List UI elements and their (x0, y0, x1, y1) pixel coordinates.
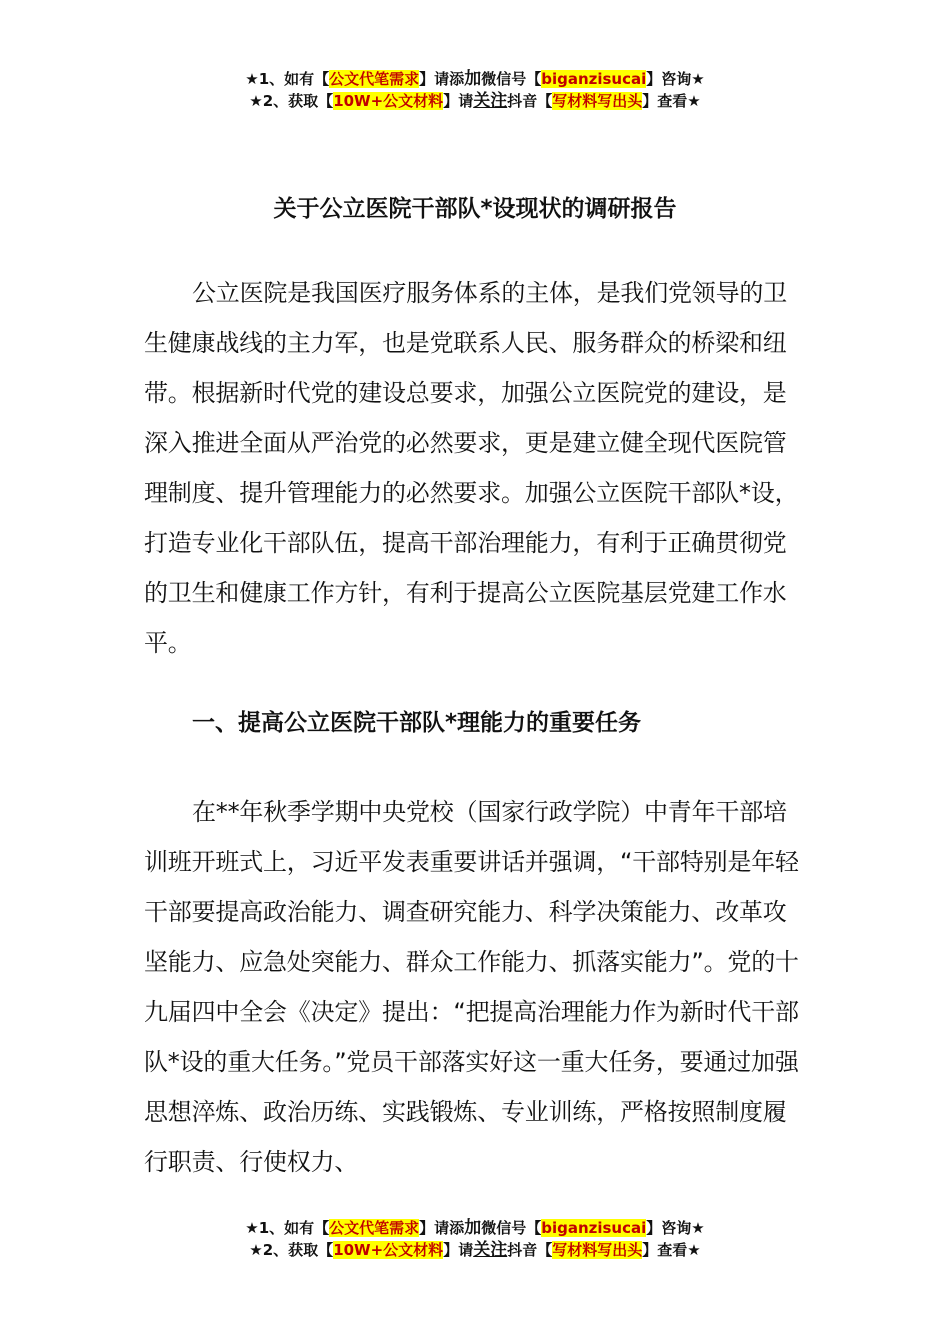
promo-emphasis: 关注 (473, 91, 508, 111)
promo-line-2 (0, 90, 950, 112)
promo-text: 微信号【 (481, 1219, 542, 1237)
promo-emphasis: 加 (464, 1218, 482, 1238)
promo-text: ★2、获取【 (249, 92, 334, 110)
promo-text: 】请 (443, 92, 474, 110)
promo-highlight: 写材料写出头 (552, 92, 643, 110)
promo-line-1 (0, 1217, 950, 1239)
promo-text: 】查看★ (642, 92, 701, 110)
promo-highlight: biganzisucai (541, 70, 647, 88)
promo-highlight: 写材料写出头 (552, 1241, 643, 1259)
promo-text: 】咨询★ (646, 70, 705, 88)
promo-text: ★1、如有【 (245, 1219, 330, 1237)
promo-highlight: biganzisucai (541, 1219, 647, 1237)
promo-text: 】请 (443, 1241, 474, 1259)
promo-highlight: 10W+公文材料 (333, 92, 444, 110)
promo-text: 抖音【 (507, 1241, 553, 1259)
promo-line-1 (0, 68, 950, 90)
body-paragraph: 在**年秋季学期中央党校（国家行政学院）中青年干部培训班开班式上，习近平发表重要讲话并强调，“干部特别是年轻干部要提高政治能力、调查研究能力、科学决策能力、改革攻坚能力、应急处突能力、群众工作能力、抓落实能力”。党的十九届四中全会《决定》提出：“把提高治理能力作为新时代干部队*设的重大任务。”党员干部落实好这一重大任务，要通过加强思想淬炼、政治历练、实践锻炼、专业训练，严格按照制度履行职责、行使权力、 (144, 798, 799, 1176)
promo-text: 】请添 (419, 70, 465, 88)
promo-text: 抖音【 (507, 92, 553, 110)
promo-banner-bottom (0, 1217, 950, 1261)
promo-highlight: 10W+公文材料 (333, 1241, 444, 1259)
promo-text: 】请添 (419, 1219, 465, 1237)
promo-highlight: 公文代笔需求 (329, 70, 420, 88)
section-heading: 一、提高公立医院干部队*理能力的重要任务 (192, 710, 642, 736)
promo-line-2 (0, 1239, 950, 1261)
promo-emphasis: 关注 (473, 1240, 508, 1260)
promo-text: ★1、如有【 (245, 70, 330, 88)
document-title: 关于公立医院干部队*设现状的调研报告 (273, 196, 677, 222)
promo-highlight: 公文代笔需求 (329, 1219, 420, 1237)
promo-text: 】咨询★ (646, 1219, 705, 1237)
promo-emphasis: 加 (464, 69, 482, 89)
promo-text: 微信号【 (481, 70, 542, 88)
promo-text: ★2、获取【 (249, 1241, 334, 1259)
promo-text: 】查看★ (642, 1241, 701, 1259)
promo-banner-top (0, 68, 950, 112)
body-paragraph: 公立医院是我国医疗服务体系的主体，是我们党领导的卫生健康战线的主力军，也是党联系人民、服务群众的桥梁和纽带。根据新时代党的建设总要求，加强公立医院党的建设，是深入推进全面从严治党的必然要求，更是建立健全现代医院管理制度、提升管理能力的必然要求。加强公立医院干部队*设，打造专业化干部队伍，提高干部治理能力，有利于正确贯彻党的卫生和健康工作方针，有利于提高公立医院基层党建工作水平。 (144, 279, 799, 657)
